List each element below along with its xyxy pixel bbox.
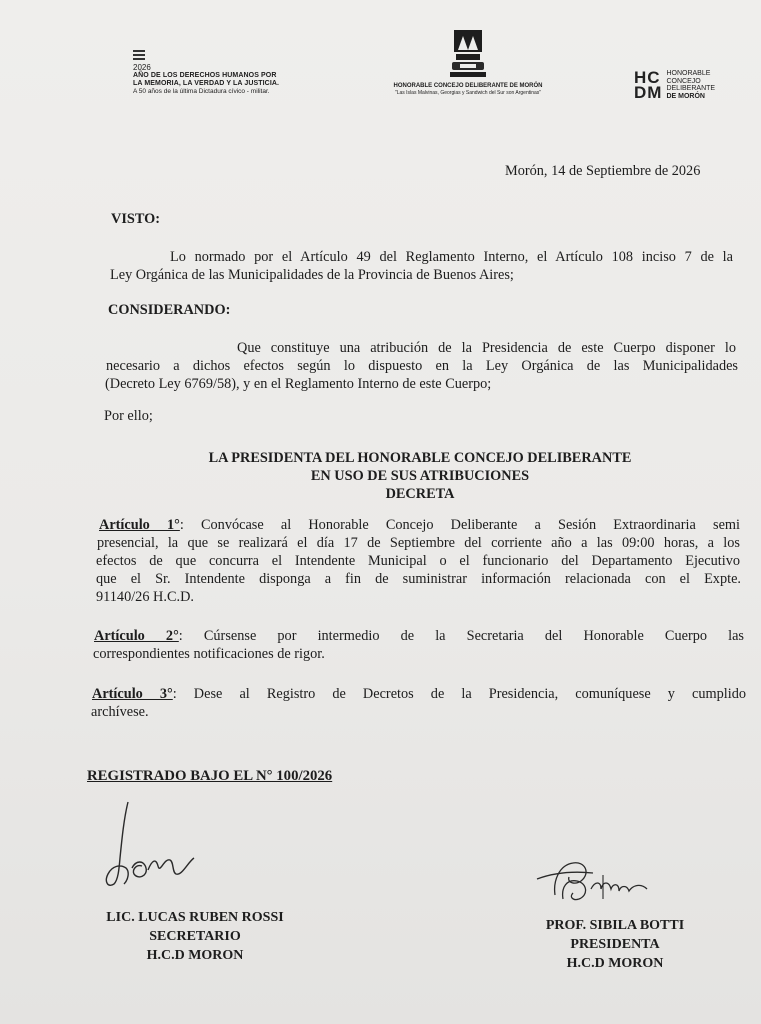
motto-line-2: LA MEMORIA, LA VERDAD Y LA JUSTICIA. — [133, 80, 280, 87]
article-2-line-1: Artículo 2°: Cúrsense por intermedio de la Secretaria del Honorable Cuerpo las — [94, 628, 744, 644]
council-emblem-icon — [448, 28, 488, 80]
article-1-line-1: Artículo 1°: Convócase al Honorable Concejo Deliberante a Sesión Extraordinaria semi — [99, 517, 741, 533]
president-name: PROF. SIBILA BOTTI — [545, 918, 685, 933]
article-2-line-2: correspondientes notificaciones de rigor. — [93, 646, 325, 662]
decree-heading-line-2: EN USO DE SUS ATRIBUCIONES — [310, 468, 530, 484]
motto-line-3: A 50 años de la última Dictadura cívico - militar. — [133, 88, 270, 95]
signature-rossi-icon — [98, 798, 203, 890]
document-date: Morón, 14 de Septiembre de 2026 — [505, 163, 701, 179]
hcdm-logo-text: HONORABLE CONCEJO DELIBERANTE DE MORÓN — [666, 70, 716, 100]
secretary-name: LIC. LUCAS RUBEN ROSSI — [106, 910, 284, 925]
article-1-line-5: 91140/26 H.C.D. — [96, 589, 194, 605]
signature-block-secretary — [80, 908, 310, 965]
header-year-motto — [133, 50, 333, 96]
article-1-label: Artículo 1° — [99, 517, 180, 533]
signature-botti-icon — [533, 855, 658, 915]
president-org: H.C.D MORON — [566, 956, 664, 971]
considerando-text-line-2: necesario a dichos efectos según lo dispuesto en la Ley Orgánica de las Municipalidades — [106, 358, 738, 374]
council-name: HONORABLE CONCEJO DELIBERANTE DE MORÓN — [393, 83, 543, 89]
visto-text-line-2: Ley Orgánica de las Municipalidades de la Provincia de Buenos Aires; — [110, 267, 514, 283]
signature-block-president — [515, 916, 715, 973]
article-1-line-2: presencial, la que se realizará el día 17 de Septiembre del corriente año a las 09:00 horas, a los — [97, 535, 740, 551]
article-1-line-4: que el Sr. Intendente disponga a fin de suministrar información relacionada con el Expte. — [96, 571, 741, 587]
motto-line-1: AÑO DE LOS DERECHOS HUMANOS POR — [133, 72, 277, 79]
article-3-line-2: archívese. — [91, 704, 149, 720]
flag-icon — [133, 50, 145, 60]
council-slogan: "Las Islas Malvinas, Georgias y Sandwich del Sur son Argentinas" — [394, 90, 542, 96]
decree-heading-line-3: DECRETA — [385, 486, 455, 502]
article-1-line-3: efectos de que concurra el Intendente Municipal o el funcionario del Departamento Ejecutivo — [96, 553, 740, 569]
secretary-org: H.C.D MORON — [146, 948, 244, 963]
article-3-line-1: Artículo 3°: Dese al Registro de Decretos de la Presidencia, comuníquese y cumplido — [92, 686, 747, 702]
secretary-role: SECRETARIO — [149, 929, 241, 944]
registration-number: REGISTRADO BAJO EL N° 100/2026 — [87, 768, 333, 784]
president-role: PRESIDENTA — [570, 937, 660, 952]
por-ello: Por ello; — [104, 408, 153, 424]
visto-heading: VISTO: — [111, 211, 160, 227]
article-2-label: Artículo 2° — [94, 628, 179, 644]
hcdm-logo-icon: HC DM — [634, 68, 663, 102]
header-council-seal — [378, 28, 558, 96]
header-hcdm-logo — [634, 70, 715, 100]
decree-heading-line-1: LA PRESIDENTA DEL HONORABLE CONCEJO DELIBERANTE — [208, 450, 632, 466]
visto-text-line-1: Lo normado por el Artículo 49 del Reglamento Interno, el Artículo 108 inciso 7 de la — [170, 249, 733, 265]
article-3-label: Artículo 3° — [92, 686, 173, 702]
considerando-text-line-3: (Decreto Ley 6769/58), y en el Reglamento Interno de este Cuerpo; — [105, 376, 492, 392]
considerando-text-line-1: Que constituye una atribución de la Presidencia de este Cuerpo disponer lo — [237, 340, 736, 356]
considerando-heading: CONSIDERANDO: — [108, 302, 231, 318]
motto-year: 2026 — [133, 63, 151, 72]
